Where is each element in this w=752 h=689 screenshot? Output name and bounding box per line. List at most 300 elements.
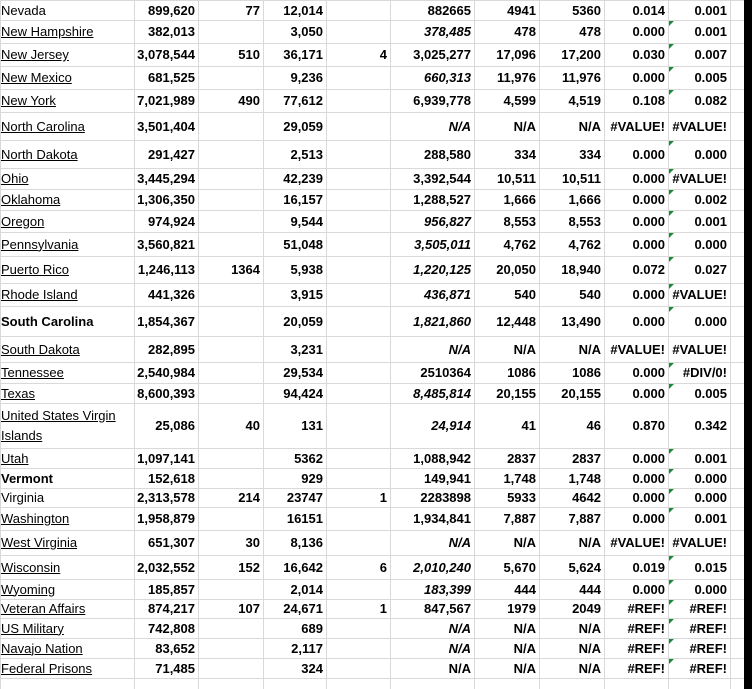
value-cell[interactable] [326,0,390,20]
value-cell[interactable]: #REF! [668,658,730,678]
value-cell[interactable]: 0.015 [668,555,730,579]
value-cell[interactable]: 2837 [507,450,536,466]
value-cell[interactable]: 0.027 [668,256,730,283]
value-cell[interactable] [326,383,390,403]
row-label-cell[interactable]: South Carolina [1,313,94,329]
value-cell[interactable]: N/A [513,620,536,636]
value-cell[interactable]: #VALUE! [610,535,665,550]
value-cell[interactable] [326,168,390,189]
value-cell[interactable]: 4,762 [568,236,601,252]
value-cell[interactable]: 5360 [572,2,601,18]
value-cell[interactable]: #REF! [668,599,730,618]
value-cell[interactable] [198,306,263,336]
value-cell[interactable]: 77,612 [283,93,323,108]
value-cell[interactable]: 0.000 [632,287,665,302]
value-cell[interactable]: 9,236 [290,70,323,85]
value-cell[interactable]: 29,059 [283,118,323,134]
value-cell[interactable]: 8,136 [290,535,323,550]
value-cell[interactable]: 0.870 [632,418,665,433]
value-cell[interactable]: 131 [301,418,323,433]
value-cell[interactable]: N/A [513,660,536,676]
table-row [0,112,744,140]
value-cell[interactable] [198,66,263,89]
value-cell[interactable]: N/A [578,341,601,357]
row-label-cell[interactable]: South Dakota [1,341,80,357]
value-cell[interactable]: 3,078,544 [137,47,195,62]
row-label-cell[interactable]: North Dakota [1,146,78,162]
value-cell[interactable]: 3,392,544 [413,171,471,186]
value-cell[interactable]: 0.005 [668,66,730,89]
value-cell[interactable]: 1,288,527 [413,192,471,207]
value-cell[interactable]: 1 [379,601,387,616]
value-cell[interactable]: 16151 [286,511,323,526]
value-cell[interactable]: #VALUE! [610,341,665,357]
value-cell[interactable]: N/A [513,341,536,357]
value-cell[interactable]: 2,032,552 [137,559,195,575]
value-cell[interactable] [198,20,263,43]
value-cell[interactable]: 478 [514,24,536,39]
value-cell[interactable] [326,507,390,530]
value-cell[interactable]: 16,642 [283,559,323,575]
value-cell[interactable]: 1086 [507,365,536,380]
value-cell[interactable]: N/A [513,535,536,550]
value-cell[interactable] [198,638,263,658]
row-label-cell[interactable]: Federal Prisons [1,660,93,676]
value-cell[interactable]: 4941 [507,2,536,18]
value-cell[interactable]: 0.000 [632,511,665,526]
row-label-cell[interactable]: Vermont [1,470,54,486]
value-cell[interactable]: 436,871 [424,287,471,302]
value-cell[interactable]: #REF! [668,618,730,638]
value-cell[interactable]: 0.108 [632,93,665,108]
value-cell[interactable]: 0.001 [694,2,727,18]
value-cell[interactable]: 5,670 [503,559,536,575]
row-label-cell[interactable]: Texas [1,385,35,401]
value-cell[interactable]: #VALUE! [672,535,727,550]
value-cell[interactable]: #VALUE! [672,118,727,134]
value-cell[interactable]: 2510364 [420,365,471,380]
value-cell[interactable] [198,618,263,638]
value-cell[interactable]: #REF! [627,620,665,636]
value-cell[interactable]: 0.001 [668,210,730,232]
value-cell[interactable]: 13,490 [561,313,601,329]
value-cell[interactable] [198,448,263,468]
value-cell[interactable]: 7,887 [568,511,601,526]
value-cell[interactable]: 24,671 [283,601,323,616]
value-cell[interactable]: 7,021,989 [137,93,195,108]
value-cell[interactable]: 185,857 [148,581,195,597]
value-cell[interactable]: 3,501,404 [137,118,195,134]
value-cell[interactable]: 1 [379,490,387,505]
value-cell[interactable]: 2,540,984 [137,365,195,380]
value-cell[interactable]: 8,600,393 [137,385,195,401]
value-cell[interactable]: 42,239 [283,171,323,186]
value-cell[interactable]: 0.000 [632,470,665,486]
value-cell[interactable]: 30 [245,535,260,550]
value-cell[interactable]: N/A [448,660,471,676]
row-label-cell[interactable]: Puerto Rico [1,262,69,277]
row-label-cell[interactable]: New Mexico [1,70,72,85]
value-cell[interactable]: 20,059 [283,313,323,329]
value-cell[interactable] [198,210,263,232]
value-cell[interactable]: 0.030 [632,47,665,62]
value-cell[interactable]: 334 [579,146,601,162]
value-cell[interactable]: 214 [238,490,260,505]
value-cell[interactable]: 3,560,821 [137,236,195,252]
value-cell[interactable] [198,189,263,210]
value-cell[interactable]: 0.000 [632,385,665,401]
value-cell[interactable]: 1,666 [568,192,601,207]
value-cell[interactable]: 1,748 [503,470,536,486]
value-cell[interactable]: N/A [578,535,601,550]
error-indicator-icon [669,90,674,95]
value-cell[interactable]: 899,620 [148,2,195,18]
value-cell[interactable]: 0.082 [668,89,730,112]
value-cell[interactable]: 2049 [572,601,601,616]
value-cell[interactable]: 1,821,860 [413,313,471,329]
value-cell[interactable] [198,283,263,306]
value-cell[interactable]: 1,220,125 [413,262,471,277]
value-cell[interactable]: 0.014 [632,2,665,18]
value-cell[interactable]: 689 [301,620,323,636]
value-cell[interactable]: 0.001 [668,507,730,530]
value-cell[interactable] [326,530,390,555]
value-cell[interactable]: 0.000 [668,468,730,488]
value-cell[interactable] [326,210,390,232]
value-cell[interactable]: N/A [448,341,471,357]
value-cell[interactable]: #VALUE! [668,283,730,306]
value-cell[interactable]: 11,976 [496,70,536,85]
value-cell[interactable]: 1364 [231,262,260,277]
value-cell[interactable]: 6,939,778 [413,93,471,108]
value-cell[interactable]: 0.000 [668,306,730,336]
value-cell[interactable]: #REF! [627,660,665,676]
value-cell[interactable]: 1,854,367 [137,313,195,329]
value-cell[interactable]: 742,808 [148,620,195,636]
value-cell[interactable]: 3,025,277 [413,47,471,62]
value-cell[interactable] [198,140,263,168]
value-cell[interactable]: 3,915 [290,287,323,302]
row-label-cell[interactable]: Oregon [1,213,45,229]
value-cell[interactable] [326,112,390,140]
row-label-cell[interactable]: Utah [1,450,29,466]
value-cell[interactable]: 23747 [286,490,323,505]
value-cell[interactable]: 0.000 [632,213,665,229]
value-cell[interactable]: N/A [513,640,536,656]
row-label-cell[interactable]: Tennessee [1,365,64,380]
value-cell[interactable]: 149,941 [424,470,471,486]
value-cell[interactable]: 107 [238,601,260,616]
value-cell[interactable]: N/A [513,118,536,134]
value-cell[interactable]: 4642 [572,490,601,505]
value-cell[interactable]: #DIV/0! [668,362,730,383]
value-cell[interactable]: 71,485 [155,660,195,676]
value-cell[interactable]: 1,306,350 [137,192,195,207]
value-cell[interactable] [198,579,263,599]
value-cell[interactable] [326,403,390,448]
value-cell[interactable]: 20,050 [496,262,536,277]
row-label-cell[interactable]: Pennsylvania [1,236,79,252]
value-cell[interactable]: 0.000 [632,192,665,207]
value-cell[interactable]: 0.000 [632,70,665,85]
value-cell[interactable]: 11,976 [561,70,601,85]
value-cell[interactable]: 5933 [507,490,536,505]
value-cell[interactable]: 20,155 [561,385,601,401]
value-cell[interactable]: 1,748 [568,470,601,486]
value-cell[interactable]: 152 [238,559,260,575]
value-cell[interactable] [326,140,390,168]
value-cell[interactable]: 0.005 [668,383,730,403]
value-cell[interactable]: 83,652 [155,640,195,656]
row-label-cell[interactable]: New Jersey [1,47,69,62]
value-cell[interactable]: #VALUE! [672,341,727,357]
table-row [0,618,744,638]
value-cell[interactable]: 8,553 [503,213,536,229]
value-cell[interactable]: 1,934,841 [413,511,471,526]
value-cell[interactable]: 12,448 [496,313,536,329]
value-cell[interactable]: 956,827 [424,213,471,229]
value-cell[interactable]: 0.000 [668,579,730,599]
value-cell[interactable] [326,283,390,306]
value-cell[interactable]: 334 [514,146,536,162]
value-cell[interactable]: 2,117 [291,640,323,656]
value-cell[interactable]: 0.007 [668,43,730,66]
value-cell[interactable]: 3,505,011 [414,236,471,252]
value-cell[interactable]: 2837 [572,450,601,466]
value-cell[interactable]: 8,553 [568,213,601,229]
value-cell[interactable]: 36,171 [283,47,323,62]
value-cell[interactable]: 929 [301,470,323,486]
value-cell[interactable] [326,256,390,283]
value-cell[interactable]: #VALUE! [610,118,665,134]
value-cell[interactable]: 10,511 [496,171,536,186]
value-cell[interactable]: 882665 [427,2,471,18]
value-cell[interactable]: 5362 [294,450,323,466]
value-cell[interactable] [326,189,390,210]
value-cell[interactable]: 651,307 [148,535,195,550]
value-cell[interactable]: 10,511 [561,171,601,186]
value-cell[interactable]: 183,399 [424,581,471,597]
value-cell[interactable]: 0.000 [632,236,665,252]
value-cell[interactable]: 282,895 [148,341,195,357]
value-cell[interactable]: 8,485,814 [413,385,471,401]
value-cell[interactable]: 3,445,294 [137,171,195,186]
value-cell[interactable]: 0.000 [632,24,665,39]
value-cell[interactable]: 24,914 [431,418,471,433]
value-cell[interactable]: 12,014 [283,2,323,18]
value-cell[interactable]: 1979 [507,601,536,616]
row-label-cell[interactable]: New Hampshire [1,24,94,39]
error-indicator-icon [669,639,674,644]
value-cell[interactable]: 0.000 [668,140,730,168]
value-cell[interactable] [326,638,390,658]
value-cell[interactable]: 1,958,879 [137,511,195,526]
error-indicator-icon [669,257,674,262]
row-label-cell[interactable]: Oklahoma [1,192,61,207]
value-cell[interactable]: N/A [578,640,601,656]
value-cell[interactable]: 6 [379,559,387,575]
value-cell[interactable]: 540 [514,287,536,302]
value-cell[interactable]: 847,567 [424,601,471,616]
value-cell[interactable] [326,579,390,599]
error-indicator-icon [669,141,674,146]
value-cell[interactable]: 0.000 [632,365,665,380]
value-cell[interactable]: 9,544 [290,213,323,229]
value-cell[interactable]: N/A [448,118,471,134]
value-cell[interactable] [198,336,263,362]
row-label-cell[interactable]: United States Virgin Islands [1,407,116,443]
value-cell[interactable]: 1,097,141 [137,450,195,466]
value-cell[interactable] [326,232,390,256]
row-label-cell[interactable]: Veteran Affairs [1,601,86,616]
value-cell[interactable]: 441,326 [148,287,195,302]
error-indicator-icon [669,284,674,289]
value-cell[interactable]: 77 [245,2,260,18]
value-cell[interactable]: 2,014 [290,581,323,597]
value-cell[interactable] [198,168,263,189]
table-row [0,638,744,658]
value-cell[interactable]: 681,525 [148,70,195,85]
table-row [0,555,744,579]
value-cell[interactable]: 874,217 [148,601,195,616]
value-cell[interactable]: 7,887 [503,511,536,526]
value-cell[interactable] [326,336,390,362]
row-label-cell[interactable]: New York [1,93,56,108]
value-cell[interactable]: 444 [579,581,601,597]
value-cell[interactable] [198,112,263,140]
value-cell[interactable] [326,448,390,468]
value-cell[interactable]: 0.000 [632,490,665,505]
value-cell[interactable]: 324 [301,660,323,676]
value-cell[interactable]: 0.000 [632,313,665,329]
value-cell[interactable]: N/A [578,620,601,636]
value-cell[interactable]: 0.000 [632,581,665,597]
value-cell[interactable]: N/A [448,620,471,636]
value-cell[interactable]: 46 [586,418,601,433]
value-cell[interactable]: 288,580 [424,146,471,162]
value-cell[interactable]: #REF! [627,640,665,656]
value-cell[interactable]: 1,088,942 [413,450,471,466]
value-cell[interactable] [198,658,263,678]
value-cell[interactable]: 1,666 [503,192,536,207]
value-cell[interactable]: 5,938 [290,262,323,277]
value-cell[interactable]: N/A [448,640,471,656]
value-cell[interactable]: 0.002 [668,189,730,210]
row-label-cell[interactable]: Ohio [1,171,29,186]
value-cell[interactable] [198,383,263,403]
value-cell[interactable]: 0.000 [632,450,665,466]
value-cell[interactable]: 17,096 [496,47,536,62]
value-cell[interactable]: 0.000 [668,232,730,256]
value-cell[interactable]: 4,519 [568,93,601,108]
value-cell[interactable]: 660,313 [424,70,471,85]
value-cell[interactable]: 17,200 [561,47,601,62]
row-label-cell[interactable]: Washington [1,511,70,526]
value-cell[interactable]: 510 [238,47,260,62]
value-cell[interactable]: 20,155 [496,385,536,401]
value-cell[interactable]: 40 [245,418,260,433]
value-cell[interactable] [326,89,390,112]
value-cell[interactable]: 41 [521,418,536,433]
row-label-cell[interactable]: Nevada [1,2,46,18]
value-cell[interactable] [198,468,263,488]
value-cell[interactable] [326,618,390,638]
value-cell[interactable]: N/A [578,660,601,676]
value-cell[interactable]: 4,599 [503,93,536,108]
value-cell[interactable]: 3,050 [290,24,323,39]
value-cell[interactable]: 0.019 [632,559,665,575]
value-cell[interactable]: N/A [578,118,601,134]
value-cell[interactable]: #REF! [668,638,730,658]
value-cell[interactable]: 291,427 [148,146,195,162]
row-label-cell[interactable]: Navajo Nation [1,640,83,656]
value-cell[interactable] [326,468,390,488]
row-label-cell[interactable]: US Military [1,620,64,636]
value-cell[interactable] [198,507,263,530]
row-label-cell[interactable]: Wisconsin [1,559,61,575]
value-cell[interactable]: 1,246,113 [137,262,195,277]
value-cell[interactable]: 0.000 [668,488,730,507]
row-label-cell[interactable]: West Virginia [1,535,78,550]
value-cell[interactable]: 3,231 [290,341,323,357]
value-cell[interactable]: 16,157 [283,192,323,207]
value-cell[interactable]: 5,624 [568,559,601,575]
value-cell[interactable]: 152,618 [148,470,195,486]
value-cell[interactable]: 2283898 [420,490,471,505]
value-cell[interactable]: 94,424 [283,385,323,401]
value-cell[interactable]: 0.001 [668,20,730,43]
value-cell[interactable]: 0.000 [632,171,665,186]
row-label-cell[interactable]: North Carolina [1,118,85,134]
row-label-cell[interactable]: Wyoming [1,581,56,597]
value-cell[interactable]: 0.342 [694,418,727,433]
value-cell[interactable]: #VALUE! [668,168,730,189]
value-cell[interactable] [326,66,390,89]
row-label-cell[interactable]: Virginia [1,490,45,505]
value-cell[interactable]: 18,940 [561,262,601,277]
value-cell[interactable]: 4 [379,47,387,62]
value-cell[interactable]: 2,513 [290,146,323,162]
value-cell[interactable]: 382,013 [148,24,195,39]
value-cell[interactable]: N/A [448,535,471,550]
value-cell[interactable]: 974,924 [148,213,195,229]
value-cell[interactable]: 2,010,240 [413,559,471,575]
value-cell[interactable]: 478 [579,24,601,39]
value-cell[interactable]: 444 [514,581,536,597]
value-cell[interactable] [198,232,263,256]
row-label-cell[interactable]: Rhode Island [1,287,78,302]
value-cell[interactable]: 2,313,578 [137,490,195,505]
value-cell[interactable]: 0.001 [668,448,730,468]
value-cell[interactable]: 1086 [572,365,601,380]
value-cell[interactable] [326,306,390,336]
value-cell[interactable]: 540 [579,287,601,302]
table-row [0,66,744,89]
value-cell[interactable]: 51,048 [283,236,323,252]
value-cell[interactable] [326,658,390,678]
value-cell[interactable] [326,20,390,43]
value-cell[interactable] [198,362,263,383]
value-cell[interactable]: 0.072 [632,262,665,277]
value-cell[interactable] [326,362,390,383]
value-cell[interactable]: #REF! [627,601,665,616]
value-cell[interactable]: 4,762 [503,236,536,252]
value-cell[interactable]: 29,534 [283,365,323,380]
value-cell[interactable]: 490 [238,93,260,108]
value-cell[interactable]: 25,086 [155,418,195,433]
value-cell[interactable]: 0.000 [632,146,665,162]
value-cell[interactable]: 378,485 [424,24,471,39]
